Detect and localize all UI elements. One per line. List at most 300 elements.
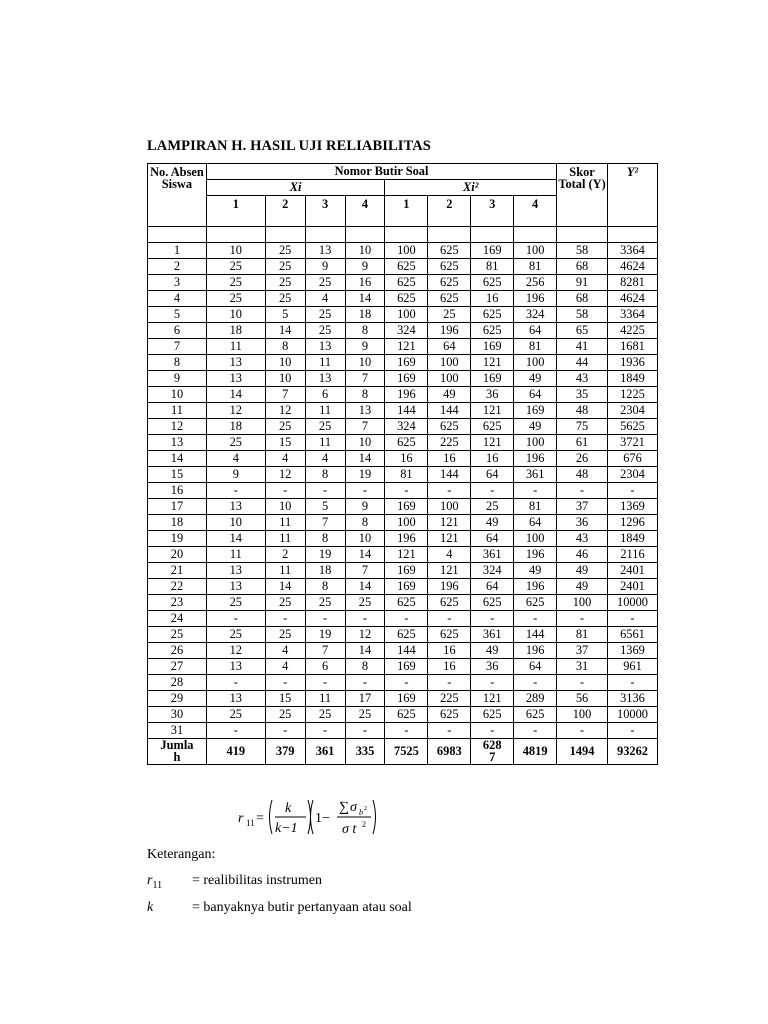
table-cell: 2 [265, 547, 305, 563]
table-cell: 121 [471, 403, 514, 419]
table-cell: 169 [385, 579, 428, 595]
formula-sigma-sub: b [359, 808, 363, 817]
table-cell: 13 [206, 499, 265, 515]
table-cell: 5 [148, 307, 207, 323]
table-cell: 12 [345, 627, 385, 643]
table-cell: - [206, 675, 265, 691]
table-cell: 625 [385, 595, 428, 611]
table-cell: 25 [206, 275, 265, 291]
table-cell: 4225 [607, 323, 657, 339]
table-cell: 28 [148, 675, 207, 691]
table-cell: - [514, 611, 557, 627]
table-cell: 30 [148, 707, 207, 723]
formula-r: r [238, 811, 244, 826]
table-cell: 2401 [607, 579, 657, 595]
table-cell: 16 [428, 643, 471, 659]
spacer-row [148, 227, 658, 243]
table-cell: 625 [385, 435, 428, 451]
table-cell: 14 [265, 323, 305, 339]
table-cell: 14 [206, 531, 265, 547]
table-cell: 100 [385, 515, 428, 531]
table-row [148, 611, 658, 627]
table-cell: 8 [148, 355, 207, 371]
table-cell: 37 [557, 499, 608, 515]
table-cell: 100 [514, 531, 557, 547]
table-cell: 64 [514, 323, 557, 339]
table-cell: 961 [607, 659, 657, 675]
table-cell: 8 [345, 387, 385, 403]
table-cell: - [345, 611, 385, 627]
table-cell: 625 [471, 419, 514, 435]
table-cell: 64 [514, 659, 557, 675]
table-cell: 169 [385, 691, 428, 707]
table-cell: 81 [514, 499, 557, 515]
table-cell: 121 [471, 435, 514, 451]
table-cell: 19 [305, 547, 345, 563]
table-cell: 225 [428, 691, 471, 707]
table-cell: 121 [471, 691, 514, 707]
table-cell: 8 [305, 467, 345, 483]
table-cell: 11 [265, 515, 305, 531]
table-cell: 9 [345, 259, 385, 275]
table-cell: 25 [206, 259, 265, 275]
table-cell: 7 [345, 419, 385, 435]
table-cell: 25 [206, 291, 265, 307]
table-cell: - [514, 675, 557, 691]
table-cell: 13 [305, 371, 345, 387]
table-cell: 26 [557, 451, 608, 467]
table-cell: 4 [305, 451, 345, 467]
table-cell: 9 [305, 259, 345, 275]
table-cell: 16 [471, 451, 514, 467]
table-row [148, 259, 658, 275]
table-cell: 676 [607, 451, 657, 467]
table-cell: 16 [148, 483, 207, 499]
table-cell: 196 [514, 547, 557, 563]
table-cell: 169 [385, 499, 428, 515]
definition-k: k = banyaknya butir pertanyaan atau soal [147, 900, 412, 915]
table-cell: 9 [206, 467, 265, 483]
table-cell: 10 [345, 355, 385, 371]
table-cell: 14 [345, 643, 385, 659]
table-cell: 14 [148, 451, 207, 467]
table-cell: 100 [385, 243, 428, 259]
table-cell: 4 [148, 291, 207, 307]
sub-header-xi-3: 3 [305, 196, 345, 227]
table-cell: 12 [206, 643, 265, 659]
table-row [148, 387, 658, 403]
table-cell: 27 [148, 659, 207, 675]
table-cell: 12 [148, 419, 207, 435]
table-cell: 14 [206, 387, 265, 403]
table-cell: 11 [305, 403, 345, 419]
table-cell: 68 [557, 259, 608, 275]
table-cell: - [428, 611, 471, 627]
table-cell: 25 [471, 499, 514, 515]
table-cell: 25 [206, 595, 265, 611]
table-cell: 121 [428, 563, 471, 579]
table-cell: 144 [514, 627, 557, 643]
table-cell: 4 [265, 659, 305, 675]
table-cell: 6 [305, 659, 345, 675]
table-row [148, 547, 658, 563]
table-cell: 625 [428, 627, 471, 643]
table-row [148, 579, 658, 595]
table-cell: - [206, 723, 265, 739]
table-cell: 625 [385, 291, 428, 307]
table-cell: 1225 [607, 387, 657, 403]
table-cell: 25 [305, 275, 345, 291]
table-cell: 169 [385, 563, 428, 579]
table-cell: 75 [557, 419, 608, 435]
table-row [148, 323, 658, 339]
table-row [148, 371, 658, 387]
header-skor-total: Skor Total (Y) [557, 164, 608, 227]
table-cell: 18 [206, 323, 265, 339]
table-cell: 625 [428, 259, 471, 275]
sub-header-xi-2: 2 [265, 196, 305, 227]
table-cell: 22 [148, 579, 207, 595]
table-cell: 11 [305, 355, 345, 371]
table-cell: 3364 [607, 243, 657, 259]
total-cell: 7525 [385, 739, 428, 765]
table-cell: 13 [206, 355, 265, 371]
table-cell: 13 [206, 691, 265, 707]
table-cell: 25 [428, 307, 471, 323]
table-cell: 61 [557, 435, 608, 451]
table-cell: 10 [206, 515, 265, 531]
table-cell: 18 [148, 515, 207, 531]
table-cell: 625 [471, 307, 514, 323]
table-row [148, 659, 658, 675]
table-cell: 169 [471, 243, 514, 259]
table-cell: 25 [305, 595, 345, 611]
table-cell: - [385, 675, 428, 691]
table-cell: 37 [557, 643, 608, 659]
table-cell: 25 [148, 627, 207, 643]
table-cell: 10 [206, 307, 265, 323]
formula-k-minus-one: k−1 [275, 821, 298, 836]
table-cell: 361 [471, 627, 514, 643]
total-cell: 6983 [428, 739, 471, 765]
table-cell: 25 [265, 243, 305, 259]
table-cell: 25 [305, 707, 345, 723]
table-cell: 100 [428, 371, 471, 387]
sub-header-xi-4: 4 [345, 196, 385, 227]
table-cell: 41 [557, 339, 608, 355]
table-cell: 25 [206, 707, 265, 723]
table-cell: 196 [428, 323, 471, 339]
table-cell: 20 [148, 547, 207, 563]
total-cell: 1494 [557, 739, 608, 765]
table-cell: 3721 [607, 435, 657, 451]
table-cell: 26 [148, 643, 207, 659]
table-cell: 25 [265, 627, 305, 643]
table-cell: - [471, 675, 514, 691]
table-cell: 9 [148, 371, 207, 387]
table-cell: 49 [557, 563, 608, 579]
table-cell: 81 [557, 627, 608, 643]
table-cell: 3136 [607, 691, 657, 707]
table-cell: - [428, 483, 471, 499]
table-cell: 44 [557, 355, 608, 371]
table-cell: 196 [385, 387, 428, 403]
table-cell: 13 [206, 563, 265, 579]
table-cell: 8 [305, 531, 345, 547]
table-cell: 13 [345, 403, 385, 419]
formula-sigma-sup: 2 [364, 806, 367, 812]
table-cell: 31 [557, 659, 608, 675]
table-cell: 10 [206, 243, 265, 259]
table-cell: 35 [557, 387, 608, 403]
table-cell: 11 [206, 339, 265, 355]
header-xi-squared: Xi² [385, 180, 557, 196]
table-cell: 625 [385, 707, 428, 723]
table-cell: 196 [514, 579, 557, 595]
table-cell: 1 [148, 243, 207, 259]
table-cell: 64 [428, 339, 471, 355]
sub-header-xi2-3: 3 [471, 196, 514, 227]
table-cell: 144 [428, 403, 471, 419]
table-cell: 18 [206, 419, 265, 435]
table-row [148, 419, 658, 435]
table-cell: 625 [471, 275, 514, 291]
table-cell: 196 [385, 531, 428, 547]
table-cell: 6 [148, 323, 207, 339]
table-cell: 2304 [607, 467, 657, 483]
table-cell: 2401 [607, 563, 657, 579]
table-cell: 9 [345, 339, 385, 355]
table-cell: - [557, 483, 608, 499]
table-cell: - [514, 483, 557, 499]
table-cell: 4 [305, 291, 345, 307]
table-cell: - [345, 723, 385, 739]
page-title: LAMPIRAN H. HASIL UJI RELIABILITAS [147, 138, 431, 154]
table-cell: 11 [148, 403, 207, 419]
table-cell: - [557, 675, 608, 691]
table-cell: 324 [385, 419, 428, 435]
table-row [148, 595, 658, 611]
table-cell: 6 [305, 387, 345, 403]
table-cell: 196 [514, 291, 557, 307]
table-cell: 12 [265, 403, 305, 419]
table-cell: - [385, 611, 428, 627]
table-cell: 12 [265, 467, 305, 483]
table-cell: 48 [557, 403, 608, 419]
table-row [148, 499, 658, 515]
formula-k: k [285, 801, 292, 816]
table-cell: 7 [148, 339, 207, 355]
table-cell: 49 [514, 563, 557, 579]
table-cell: 10 [148, 387, 207, 403]
table-cell: 11 [305, 435, 345, 451]
header-nomor-butir: Nomor Butir Soal [206, 164, 556, 180]
formula-sigma: σ [350, 800, 357, 815]
table-cell: 36 [471, 387, 514, 403]
table-cell: 49 [428, 387, 471, 403]
table-cell: 121 [385, 339, 428, 355]
table-cell: 14 [345, 547, 385, 563]
table-row [148, 291, 658, 307]
table-cell: 16 [345, 275, 385, 291]
reliability-table [147, 163, 658, 765]
table-cell: 29 [148, 691, 207, 707]
table-cell: - [345, 675, 385, 691]
table-cell: 16 [385, 451, 428, 467]
table-cell: 43 [557, 371, 608, 387]
table-cell: 25 [345, 595, 385, 611]
table-cell: - [557, 611, 608, 627]
table-cell: 65 [557, 323, 608, 339]
table-cell: - [471, 723, 514, 739]
table-cell: 7 [305, 515, 345, 531]
table-cell: 17 [345, 691, 385, 707]
definition-r11: $r_{11}$ = realibilitas instrumen [147, 873, 322, 891]
table-row [148, 563, 658, 579]
total-cell: 379 [265, 739, 305, 765]
sub-header-xi2-1: 1 [385, 196, 428, 227]
table-cell: 5 [305, 499, 345, 515]
table-cell: 23 [148, 595, 207, 611]
table-cell: 8 [265, 339, 305, 355]
table-cell: 7 [265, 387, 305, 403]
table-cell: - [557, 723, 608, 739]
table-cell: 625 [471, 595, 514, 611]
table-cell: 100 [385, 307, 428, 323]
table-cell: 46 [557, 547, 608, 563]
table-cell: 25 [345, 707, 385, 723]
table-cell: 7 [305, 643, 345, 659]
table-row [148, 355, 658, 371]
table-cell: 4 [265, 451, 305, 467]
table-cell: 64 [471, 531, 514, 547]
table-cell: 25 [305, 307, 345, 323]
table-row [148, 451, 658, 467]
table-cell: 10 [265, 371, 305, 387]
table-cell: 196 [514, 643, 557, 659]
table-cell: - [265, 483, 305, 499]
table-cell: - [607, 675, 657, 691]
table-row [148, 403, 658, 419]
table-cell: 361 [471, 547, 514, 563]
table-cell: 625 [428, 275, 471, 291]
table-cell: 100 [428, 499, 471, 515]
table-cell: 15 [265, 691, 305, 707]
table-cell: 48 [557, 467, 608, 483]
table-cell: 64 [471, 467, 514, 483]
table-cell: 11 [206, 547, 265, 563]
table-cell: 8 [305, 579, 345, 595]
table-row [148, 691, 658, 707]
table-cell: 10000 [607, 707, 657, 723]
keterangan-label: Keterangan: [147, 847, 216, 862]
table-cell: 121 [428, 515, 471, 531]
table-cell: 10 [265, 499, 305, 515]
table-cell: 225 [428, 435, 471, 451]
total-cell: 628 7 [471, 739, 514, 765]
table-cell: 81 [385, 467, 428, 483]
table-cell: 11 [305, 691, 345, 707]
table-cell: 36 [557, 515, 608, 531]
formula-one-minus: 1− [315, 811, 330, 826]
table-cell: 25 [265, 275, 305, 291]
table-row [148, 707, 658, 723]
table-row [148, 467, 658, 483]
table-cell: 68 [557, 291, 608, 307]
table-cell: 169 [471, 339, 514, 355]
table-cell: 16 [428, 451, 471, 467]
table-cell: 49 [557, 579, 608, 595]
table-cell: 6561 [607, 627, 657, 643]
table-cell: - [305, 611, 345, 627]
table-cell: 4624 [607, 291, 657, 307]
table-cell: 56 [557, 691, 608, 707]
table-cell: 1849 [607, 531, 657, 547]
table-cell: - [345, 483, 385, 499]
table-cell: 15 [148, 467, 207, 483]
total-cell: 335 [345, 739, 385, 765]
table-cell: 121 [385, 547, 428, 563]
table-cell: 13 [148, 435, 207, 451]
table-cell: 8 [345, 659, 385, 675]
table-cell: 324 [514, 307, 557, 323]
table-row [148, 675, 658, 691]
table-cell: 3364 [607, 307, 657, 323]
table-cell: 169 [514, 403, 557, 419]
table-cell: 64 [514, 387, 557, 403]
table-row [148, 275, 658, 291]
table-cell: 11 [265, 531, 305, 547]
table-cell: 19 [148, 531, 207, 547]
table-cell: 11 [265, 563, 305, 579]
table-cell: 64 [471, 579, 514, 595]
table-cell: 10 [265, 355, 305, 371]
table-cell: 25 [206, 627, 265, 643]
table-cell: 14 [345, 579, 385, 595]
table-cell: 13 [305, 243, 345, 259]
table-cell: - [305, 483, 345, 499]
table-cell: 1369 [607, 499, 657, 515]
table-cell: 91 [557, 275, 608, 291]
table-cell: 625 [428, 291, 471, 307]
table-cell: 361 [514, 467, 557, 483]
table-cell: 196 [514, 451, 557, 467]
table-cell: 5 [265, 307, 305, 323]
table-cell: 169 [385, 659, 428, 675]
table-cell: - [385, 723, 428, 739]
table-cell: - [265, 675, 305, 691]
table-row [148, 643, 658, 659]
table-cell: 19 [305, 627, 345, 643]
table-cell: 10 [345, 243, 385, 259]
table-cell: 5625 [607, 419, 657, 435]
table-cell: 1369 [607, 643, 657, 659]
table-cell: 9 [345, 499, 385, 515]
table-cell: 31 [148, 723, 207, 739]
table-cell: 169 [471, 371, 514, 387]
table-cell: 100 [514, 355, 557, 371]
table-cell: 14 [345, 291, 385, 307]
table-cell: 7 [345, 371, 385, 387]
table-cell: 1936 [607, 355, 657, 371]
table-cell: 100 [514, 243, 557, 259]
table-row [148, 483, 658, 499]
table-row [148, 627, 658, 643]
table-cell: 169 [385, 355, 428, 371]
table-cell: 625 [428, 419, 471, 435]
table-cell: 256 [514, 275, 557, 291]
sub-header-xi-1: 1 [206, 196, 265, 227]
